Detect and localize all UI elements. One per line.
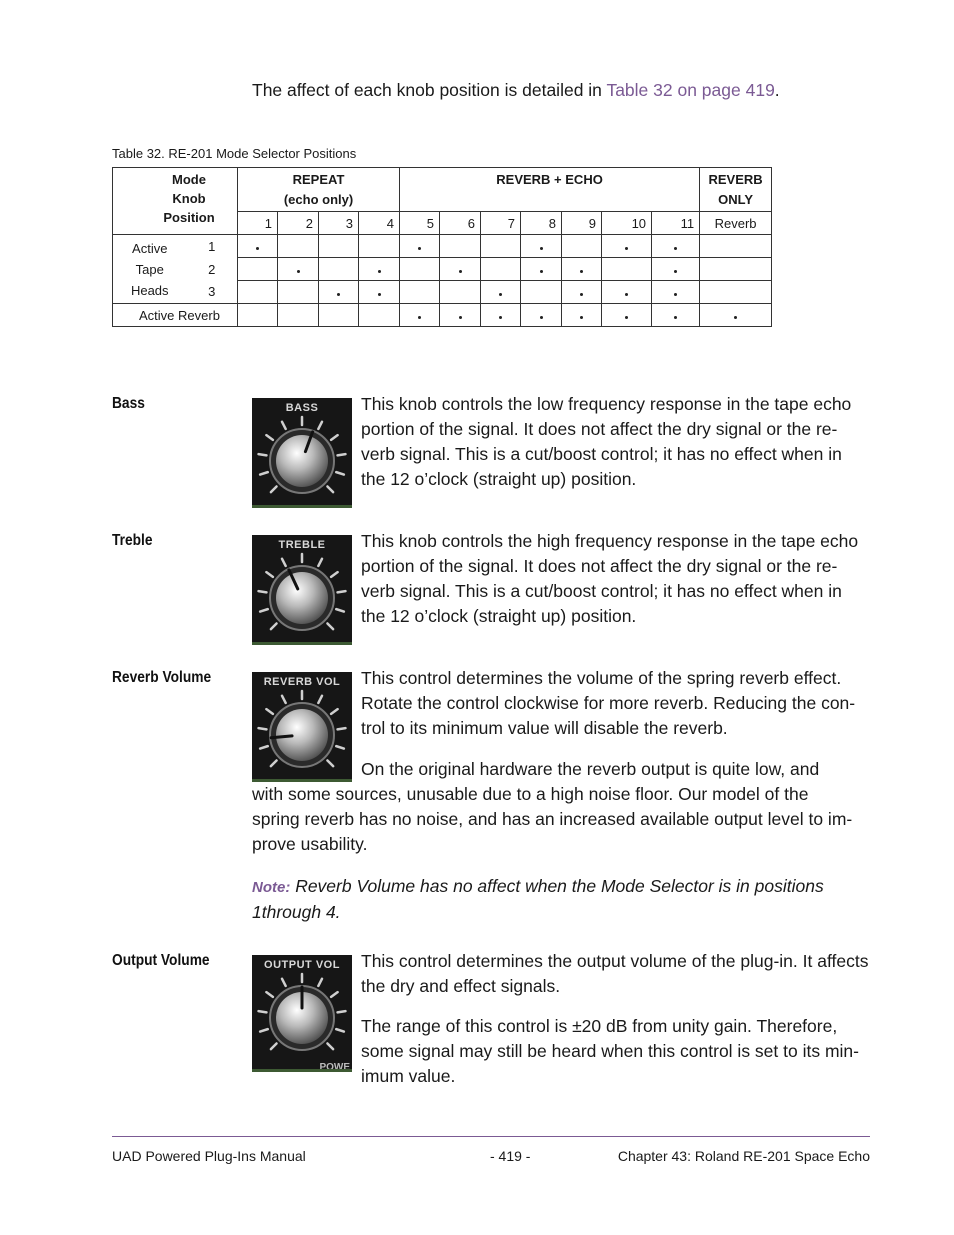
header-reverb-only [700,168,772,212]
active-dot [256,247,259,250]
header-mode-knob-position [113,168,238,235]
mode-cell [319,304,359,327]
bass-knob-icon [252,398,352,505]
output-volume-knob-icon [252,955,352,1062]
active-dot [378,270,381,273]
active-dot [625,293,628,296]
mode-cell [278,258,319,281]
bass-description [361,392,871,492]
mode-cell [652,304,700,327]
footer-chapter: Chapter 43: Roland RE-201 Space Echo [617,1148,870,1164]
output-volume-knob-bottom-label: POWE [319,1062,350,1072]
position-header-9: 9 [562,212,602,235]
intro-text: The affect of each knob position is detailed in [252,80,607,100]
active-dot [674,293,677,296]
active-dot [540,316,543,319]
header-mode: Mode [172,172,206,187]
mode-cell [602,304,652,327]
active-dot [674,270,677,273]
table-row [113,281,772,304]
active-dot [297,270,300,273]
position-header-3: 3 [319,212,359,235]
reverb-para2 [252,782,872,857]
mode-cell [440,258,481,281]
active-dot [674,316,677,319]
mode-selector-table [112,167,772,327]
output-volume-description [361,949,871,999]
mode-cell [238,258,278,281]
active-dot [540,247,543,250]
position-header-11: 11 [652,212,700,235]
bass-line-1: This knob controls the low frequency response in the tape echo [361,394,852,414]
bass-line-4: the 12 o’clock (straight up) position. [361,469,637,489]
header-reverb-echo: REVERB + ECHO [400,168,700,212]
row-label-active-tape-heads [113,235,187,304]
mode-cell [521,258,562,281]
header-repeat-label: REPEAT [292,172,345,187]
treble-line-1: This knob controls the high frequency response in the tape echo [361,531,859,551]
active-dot [580,316,583,319]
active-dot [499,316,502,319]
reverb-line-1: This control determines the volume of the spring reverb effect. [361,668,842,688]
treble-description [361,529,871,629]
reverb-para2-line-2: spring reverb has no noise, and has an increased available output level to im- [252,809,853,829]
table-row [113,304,772,327]
reverb-volume-knob-image [252,672,352,782]
mode-cell [602,281,652,304]
section-heading-output-volume: Output Volume [112,952,210,969]
output-volume-knob-image [252,955,352,1072]
footer-manual-title: UAD Powered Plug-Ins Manual [112,1148,306,1164]
table-row [113,235,772,258]
row-label-heads: Heads [130,282,169,298]
mode-cell [278,235,319,258]
head-number-2: 2 [187,258,238,281]
active-dot [734,316,737,319]
table-link[interactable]: Table 32 on page 419 [606,80,775,100]
mode-cell [521,235,562,258]
mode-cell [400,304,440,327]
reverb-para2-line-3: prove usability. [252,834,368,854]
mode-cell [562,235,602,258]
output-volume-knob-label: OUTPUT VOL [264,959,340,971]
reverb-para2-first: On the original hardware the reverb output is quite low, and [361,759,820,779]
output-para2-line-1: The range of this control is ±20 dB from unity gain. Therefore, [361,1016,838,1036]
reverb-para2-line-1: with some sources, unusable due to a high noise floor. Our model of the [252,784,809,804]
bass-line-2: portion of the signal. It does not affect the dry signal or the re- [361,419,838,439]
output-line-1: This control determines the output volume of the plug-in. It affects [361,951,869,971]
position-header-6: 6 [440,212,481,235]
position-header-2: 2 [278,212,319,235]
mode-cell [521,304,562,327]
reverb-volume-description [361,666,871,741]
mode-cell [481,235,521,258]
active-dot [418,247,421,250]
position-header-7: 7 [481,212,521,235]
mode-cell [359,281,400,304]
mode-cell [359,235,400,258]
mode-cell [481,281,521,304]
position-header-8: 8 [521,212,562,235]
treble-line-2: portion of the signal. It does not affect the dry signal or the re- [361,556,838,576]
bass-line-3: verb signal. This is a cut/boost control; it has no effect when in [361,444,842,464]
mode-cell [562,304,602,327]
position-header-10: 10 [602,212,652,235]
mode-cell [278,304,319,327]
mode-cell [562,281,602,304]
active-dot [499,293,502,296]
mode-cell [400,258,440,281]
mode-cell [400,281,440,304]
mode-cell [481,258,521,281]
table-row [113,258,772,281]
row-label-active-reverb: Active Reverb [113,304,238,327]
row-label-tape: Tape [135,261,164,277]
reverb-volume-knob-icon [252,672,352,779]
active-dot [625,247,628,250]
active-dot [580,293,583,296]
mode-cell [602,235,652,258]
output-para2-line-2: some signal may still be heard when this control is set to its min- [361,1041,859,1061]
active-dot [418,316,421,319]
mode-cell [278,281,319,304]
active-dot [378,293,381,296]
position-header-12: Reverb [700,212,772,235]
mode-cell [652,281,700,304]
treble-line-4: the 12 o’clock (straight up) position. [361,606,637,626]
footer-divider [112,1136,870,1137]
bass-knob-label: BASS [285,402,319,414]
active-dot [459,270,462,273]
footer-page-number: - 419 - [490,1148,531,1164]
head-number-1: 1 [187,235,238,258]
head-number-3: 3 [187,281,238,304]
output-para2-line-3: imum value. [361,1066,456,1086]
header-position: Position [163,210,215,225]
treble-line-3: verb signal. This is a cut/boost control; it has no effect when in [361,581,842,601]
section-heading-treble: Treble [112,532,153,549]
mode-cell [652,258,700,281]
reverb-line-2: Rotate the control clockwise for more reverb. Reducing the con- [361,693,856,713]
mode-cell [400,235,440,258]
active-dot [625,316,628,319]
mode-cell [562,258,602,281]
active-dot [337,293,340,296]
active-dot [540,270,543,273]
reverb-volume-knob-label: REVERB VOL [263,676,341,688]
position-header-5: 5 [400,212,440,235]
treble-knob-icon [252,535,352,642]
note-line-2: 1through 4. [252,902,341,922]
mode-cell [440,235,481,258]
mode-cell [602,258,652,281]
mode-cell [440,304,481,327]
mode-cell [652,235,700,258]
mode-cell [319,281,359,304]
section-heading-bass: Bass [112,395,145,412]
output-line-2: the dry and effect signals. [361,976,561,996]
mode-cell [238,281,278,304]
position-header-4: 4 [359,212,400,235]
mode-cell [440,281,481,304]
mode-cell [359,304,400,327]
mode-cell [238,235,278,258]
header-repeat [238,168,400,212]
intro-text-end: . [774,80,780,100]
mode-cell [238,304,278,327]
header-knob: Knob [172,191,206,206]
mode-cell [700,304,772,327]
intro-paragraph [252,78,780,103]
row-label-active: Active [132,240,168,256]
note-line-1: Reverb Volume has no affect when the Mode Selector is in positions [290,876,824,896]
treble-knob-label: TREBLE [278,539,326,551]
section-heading-reverb-volume: Reverb Volume [112,669,212,686]
mode-cell [359,258,400,281]
reverb-note [252,874,872,925]
header-reverb-only-2: ONLY [718,192,754,207]
mode-cell [700,235,772,258]
mode-cell [481,304,521,327]
header-repeat-sub: (echo only) [283,192,354,207]
mode-cell [700,258,772,281]
mode-cell [319,258,359,281]
table-caption: Table 32. RE-201 Mode Selector Positions [112,146,357,161]
mode-cell [319,235,359,258]
output-volume-para2 [361,1014,871,1089]
treble-knob-image [252,535,352,645]
active-dot [459,316,462,319]
header-reverb-only-1: REVERB [708,172,763,187]
reverb-line-3: trol to its minimum value will disable the reverb. [361,718,728,738]
active-dot [674,247,677,250]
mode-cell [521,281,562,304]
position-header-1: 1 [238,212,278,235]
mode-cell [700,281,772,304]
active-dot [580,270,583,273]
bass-knob-image [252,398,352,508]
note-label: Note: [252,879,291,896]
